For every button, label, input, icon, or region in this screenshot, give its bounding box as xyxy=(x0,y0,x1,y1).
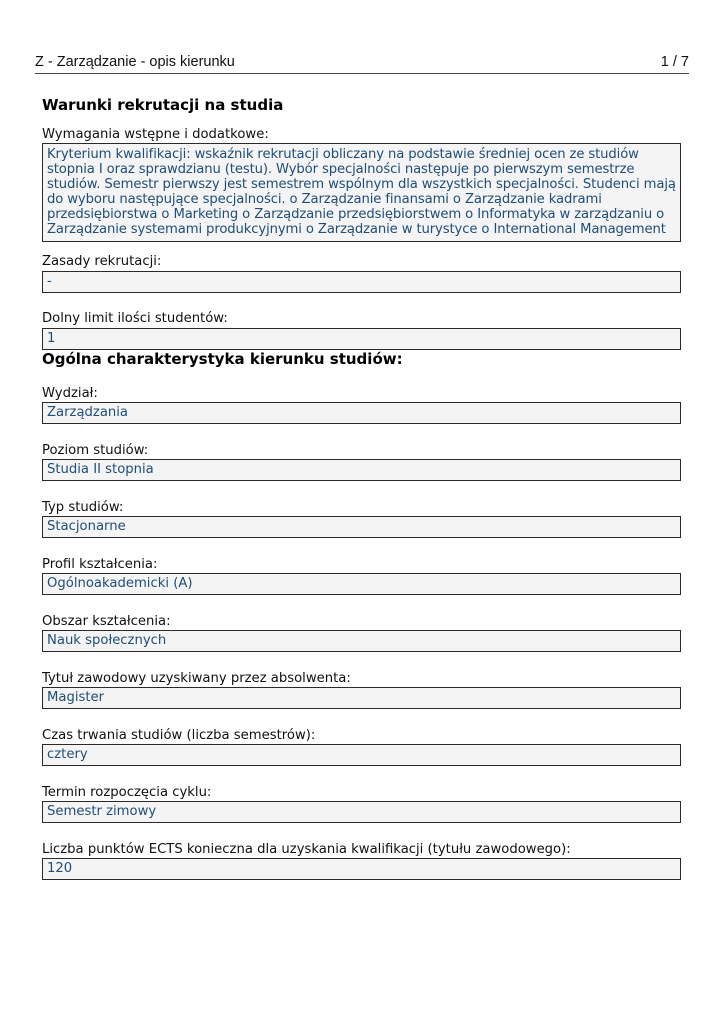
ects-label: Liczba punktów ECTS konieczna dla uzyskania kwalifikacji (tytułu zawodowego): xyxy=(42,842,571,857)
type-label: Typ studiów: xyxy=(42,500,124,515)
min-students-value: 1 xyxy=(42,328,681,350)
area-value: Nauk społecznych xyxy=(42,630,681,652)
degree-title-label: Tytuł zawodowy uzyskiwany przez absolwenta: xyxy=(42,671,351,686)
degree-title-value: Magister xyxy=(42,687,681,709)
duration-label: Czas trwania studiów (liczba semestrów): xyxy=(42,728,316,743)
area-label: Obszar kształcenia: xyxy=(42,614,171,629)
ects-value: 120 xyxy=(42,858,681,880)
section-title-characteristics: Ogólna charakterystyka kierunku studiów: xyxy=(42,350,403,368)
type-value: Stacjonarne xyxy=(42,516,681,538)
level-label: Poziom studiów: xyxy=(42,443,149,458)
duration-value: cztery xyxy=(42,744,681,766)
page-header xyxy=(35,54,689,74)
faculty-value: Zarządzania xyxy=(42,402,681,424)
rules-value: - xyxy=(42,271,681,293)
profile-label: Profil kształcenia: xyxy=(42,557,158,572)
level-value: Studia II stopnia xyxy=(42,459,681,481)
document-title: Z - Zarządzanie - opis kierunku xyxy=(35,54,235,70)
section-title-recruitment: Warunki rekrutacji na studia xyxy=(42,96,284,114)
page-number: 1 / 7 xyxy=(660,54,689,70)
rules-label: Zasady rekrutacji: xyxy=(42,254,162,269)
requirements-label: Wymagania wstępne i dodatkowe: xyxy=(42,127,269,142)
min-students-label: Dolny limit ilości studentów: xyxy=(42,311,228,326)
profile-value: Ogólnoakademicki (A) xyxy=(42,573,681,595)
faculty-label: Wydział: xyxy=(42,386,98,401)
start-term-label: Termin rozpoczęcia cyklu: xyxy=(42,785,212,800)
requirements-value: Kryterium kwalifikacji: wskaźnik rekrutacji obliczany na podstawie średniej ocen ze studiów stopnia I oraz sprawdzianu (testu). Wybór specjalności następuje po pierwszym semestrze studiów. Semestr pierwszy jest semestrem wspólnym dla wszystkich specjalności. Studenci mają do wyboru następujące specjalności. o Zarządzanie finansami o Zarządzanie kadrami przedsiębiorstwa o Marketing o Zarządzanie przedsiębiorstwem o Informatyka w zarządzaniu o Zarządzanie systemami produkcyjnymi o Zarządzanie w turystyce o International Management xyxy=(42,143,681,242)
start-term-value: Semestr zimowy xyxy=(42,801,681,823)
